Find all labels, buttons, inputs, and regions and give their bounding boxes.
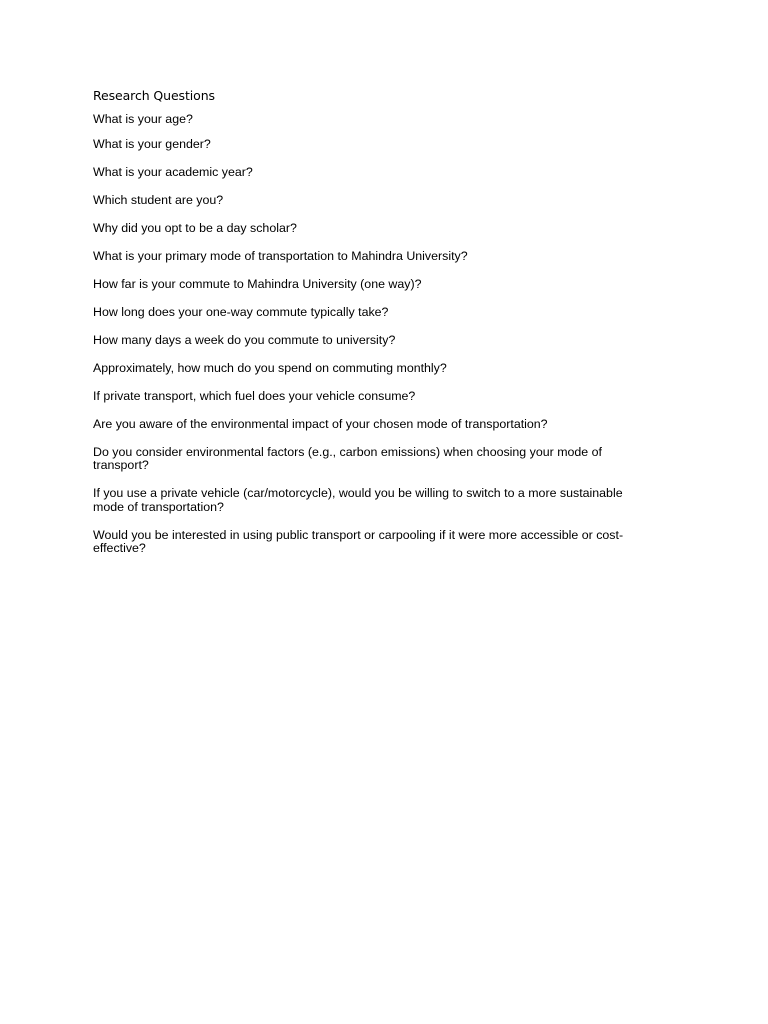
question-item: What is your primary mode of transportation to Mahindra University? — [93, 248, 468, 263]
document-body — [93, 88, 653, 570]
question-item: What is your age? — [93, 112, 193, 126]
question-list — [93, 113, 653, 556]
question-item: If private transport, which fuel does your vehicle consume? — [93, 388, 416, 403]
question-item: What is your academic year? — [93, 164, 253, 179]
question-item: Are you aware of the environmental impact of your chosen mode of transportation? — [93, 416, 548, 431]
question-item: If you use a private vehicle (car/motorcycle), would you be willing to switch to a more sustainable mode of transportation? — [93, 486, 623, 514]
question-item: How long does your one-way commute typically take? — [93, 304, 389, 319]
question-item: Would you be interested in using public transport or carpooling if it were more accessible or cost-effective? — [93, 527, 624, 555]
question-item: How many days a week do you commute to university? — [93, 332, 396, 347]
question-item: Do you consider environmental factors (e.g., carbon emissions) when choosing your mode of transport? — [93, 444, 602, 472]
question-item: Why did you opt to be a day scholar? — [93, 220, 297, 235]
question-item: How far is your commute to Mahindra University (one way)? — [93, 276, 422, 291]
question-item: What is your gender? — [93, 136, 211, 151]
page-title: Research Questions — [93, 88, 215, 103]
question-item: Approximately, how much do you spend on commuting monthly? — [93, 360, 447, 375]
question-item: Which student are you? — [93, 192, 224, 207]
